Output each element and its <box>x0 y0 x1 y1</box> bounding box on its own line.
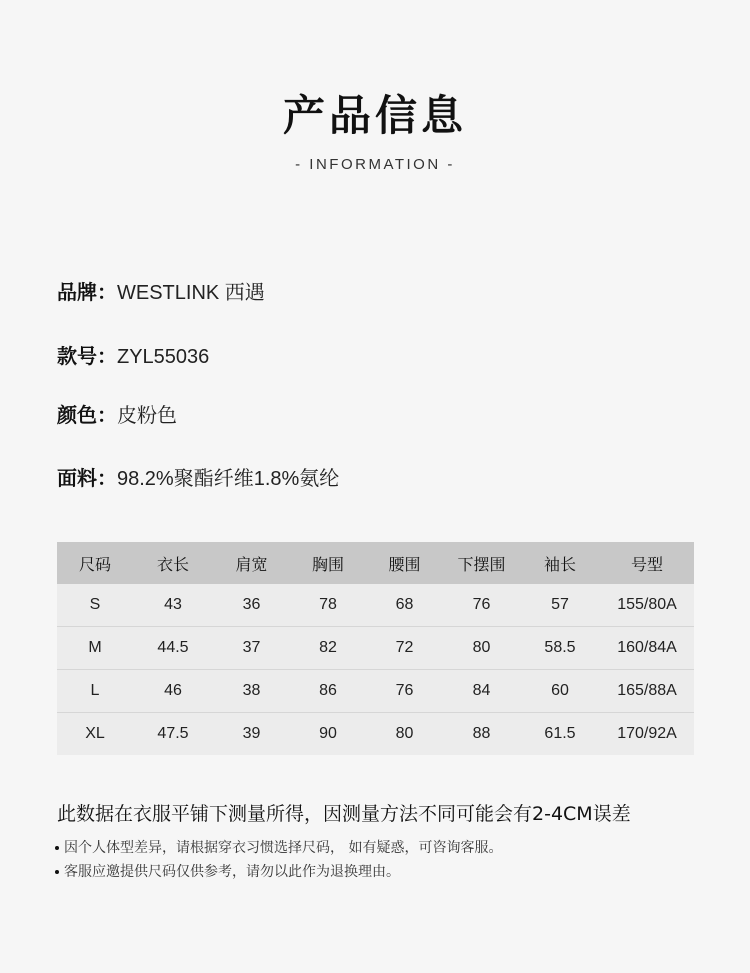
column-header: 下摆围 <box>443 542 520 584</box>
table-cell: 80 <box>443 627 520 670</box>
column-header: 胸围 <box>290 542 366 584</box>
info-row-fabric <box>57 462 339 495</box>
table-cell: 47.5 <box>133 713 213 756</box>
note-list <box>55 836 502 884</box>
measurement-note: 此数据在衣服平铺下测量所得，因测量方法不同可能会有2-4CM误差 <box>57 803 631 825</box>
table-cell: M <box>57 627 133 670</box>
bullet-dot-icon <box>55 870 59 874</box>
style-number-label: 款号： <box>57 344 117 368</box>
column-header: 号型 <box>600 542 694 584</box>
column-header: 袖长 <box>520 542 600 584</box>
table-row <box>57 584 694 627</box>
info-row-brand <box>57 276 265 309</box>
table-cell: 46 <box>133 670 213 713</box>
table-cell: 37 <box>213 627 290 670</box>
table-cell: 43 <box>133 584 213 627</box>
table-row <box>57 627 694 670</box>
bullet-dot-icon <box>55 846 59 850</box>
column-header: 肩宽 <box>213 542 290 584</box>
table-cell: 60 <box>520 670 600 713</box>
table-cell: 82 <box>290 627 366 670</box>
table-cell: 36 <box>213 584 290 627</box>
table-cell: 165/88A <box>600 670 694 713</box>
note-text: 客服应邀提供尺码仅供参考，请勿以此作为退换理由。 <box>64 864 400 880</box>
fabric-value: 98.2%聚酯纤维1.8%氨纶 <box>117 468 340 490</box>
table-cell: 155/80A <box>600 584 694 627</box>
column-header: 衣长 <box>133 542 213 584</box>
page-title: 产品信息 <box>282 91 467 140</box>
note-text: 因个人体型差异，请根据穿衣习惯选择尺码， 如有疑惑，可咨询客服。 <box>64 840 503 856</box>
list-item <box>55 860 502 884</box>
table-cell: 80 <box>366 713 443 756</box>
table-cell: 76 <box>366 670 443 713</box>
table-cell: 86 <box>290 670 366 713</box>
table-cell: 76 <box>443 584 520 627</box>
page-header <box>0 86 750 173</box>
table-cell: 57 <box>520 584 600 627</box>
table-cell: XL <box>57 713 133 756</box>
style-number-value: ZYL55036 <box>117 346 210 368</box>
list-item <box>55 836 502 860</box>
color-label: 颜色： <box>57 403 117 427</box>
brand-label: 品牌： <box>57 280 117 304</box>
table-cell: 38 <box>213 670 290 713</box>
color-value: 皮粉色 <box>117 405 177 427</box>
info-row-style-number <box>57 340 209 373</box>
table-cell: 90 <box>290 713 366 756</box>
size-table <box>57 542 694 755</box>
size-table-header-row <box>57 542 694 584</box>
table-cell: 58.5 <box>520 627 600 670</box>
column-header: 腰围 <box>366 542 443 584</box>
table-cell: L <box>57 670 133 713</box>
table-cell: 84 <box>443 670 520 713</box>
table-cell: 170/92A <box>600 713 694 756</box>
table-cell: 72 <box>366 627 443 670</box>
table-cell: 44.5 <box>133 627 213 670</box>
table-cell: 68 <box>366 584 443 627</box>
table-cell: 88 <box>443 713 520 756</box>
brand-value: WESTLINK 西遇 <box>117 282 265 304</box>
info-row-color <box>57 399 177 432</box>
table-cell: 61.5 <box>520 713 600 756</box>
table-row <box>57 713 694 756</box>
table-cell: 160/84A <box>600 627 694 670</box>
fabric-label: 面料： <box>57 466 117 490</box>
table-cell: S <box>57 584 133 627</box>
table-cell: 78 <box>290 584 366 627</box>
table-row <box>57 670 694 713</box>
table-cell: 39 <box>213 713 290 756</box>
page-subtitle: - INFORMATION - <box>295 156 455 173</box>
column-header: 尺码 <box>57 542 133 584</box>
